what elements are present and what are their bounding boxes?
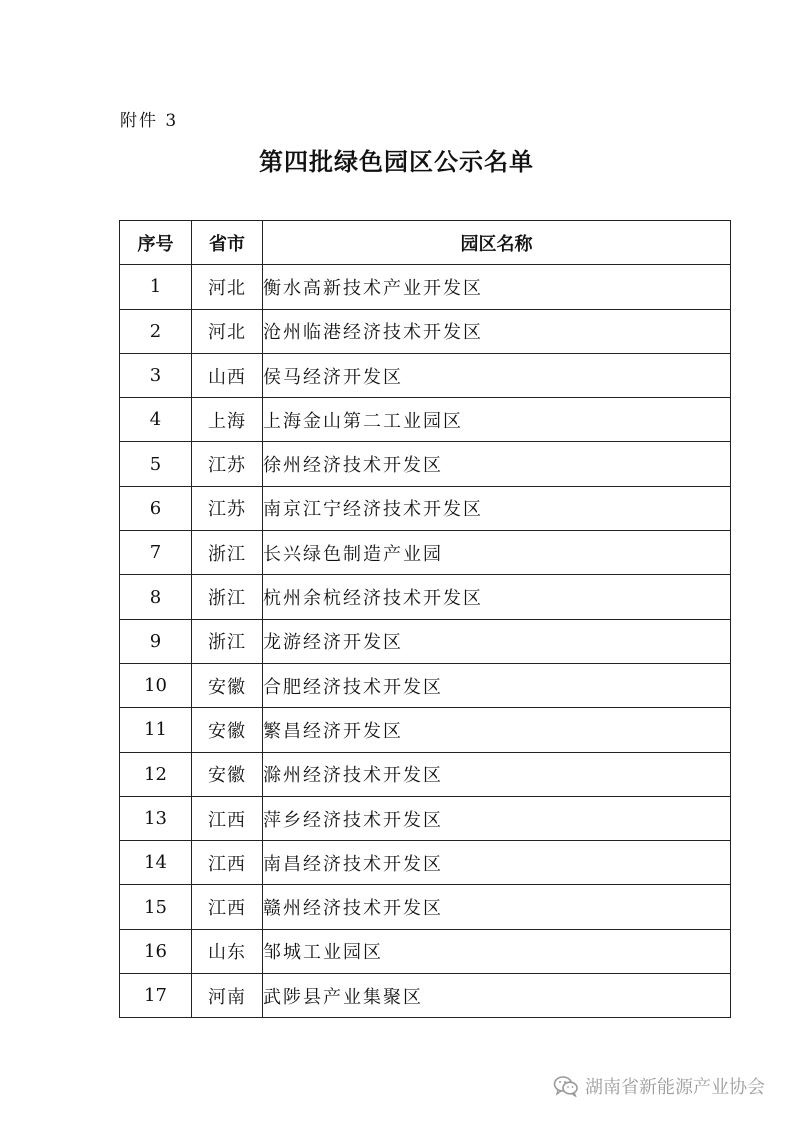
- cell-province: 河北: [192, 309, 263, 353]
- cell-park-name: 上海金山第二工业园区: [263, 398, 731, 442]
- cell-province: 安徽: [192, 708, 263, 752]
- table-row: [120, 486, 731, 530]
- cell-province: 山东: [192, 929, 263, 973]
- table-row: [120, 398, 731, 442]
- table-row: [120, 442, 731, 486]
- watermark-text: 湖南省新能源产业协会: [585, 1077, 765, 1098]
- table-row: [120, 929, 731, 973]
- cell-park-name: 衡水高新技术产业开发区: [263, 265, 731, 309]
- cell-serial: 7: [120, 531, 192, 575]
- cell-province: 江苏: [192, 486, 263, 530]
- cell-province: 江西: [192, 796, 263, 840]
- cell-serial: 1: [120, 265, 192, 309]
- cell-serial: 2: [120, 309, 192, 353]
- table-row: [120, 796, 731, 840]
- cell-province: 山西: [192, 353, 263, 397]
- attachment-label: 附件 3: [120, 111, 179, 131]
- cell-park-name: 沧州临港经济技术开发区: [263, 309, 731, 353]
- cell-park-name: 长兴绿色制造产业园: [263, 531, 731, 575]
- cell-province: 安徽: [192, 752, 263, 796]
- cell-serial: 15: [120, 885, 192, 929]
- cell-serial: 5: [120, 442, 192, 486]
- cell-serial: 11: [120, 708, 192, 752]
- cell-park-name: 繁昌经济开发区: [263, 708, 731, 752]
- table-row: [120, 265, 731, 309]
- cell-park-name: 杭州余杭经济技术开发区: [263, 575, 731, 619]
- cell-serial: 12: [120, 752, 192, 796]
- cell-province: 浙江: [192, 575, 263, 619]
- cell-serial: 16: [120, 929, 192, 973]
- header-province: 省市: [192, 221, 263, 265]
- cell-park-name: 萍乡经济技术开发区: [263, 796, 731, 840]
- cell-province: 江西: [192, 885, 263, 929]
- watermark: [553, 1072, 765, 1100]
- table-row: [120, 353, 731, 397]
- cell-park-name: 合肥经济技术开发区: [263, 663, 731, 707]
- cell-province: 上海: [192, 398, 263, 442]
- cell-park-name: 南昌经济技术开发区: [263, 841, 731, 885]
- table-header-row: [120, 221, 731, 265]
- table-row: [120, 841, 731, 885]
- cell-province: 江西: [192, 841, 263, 885]
- table-row: [120, 663, 731, 707]
- cell-serial: 8: [120, 575, 192, 619]
- header-serial: 序号: [120, 221, 192, 265]
- cell-serial: 9: [120, 619, 192, 663]
- cell-park-name: 武陟县产业集聚区: [263, 974, 731, 1018]
- table-row: [120, 974, 731, 1018]
- table-row: [120, 752, 731, 796]
- cell-province: 江苏: [192, 442, 263, 486]
- wechat-icon: [553, 1075, 579, 1097]
- table-row: [120, 619, 731, 663]
- cell-serial: 4: [120, 398, 192, 442]
- cell-park-name: 南京江宁经济技术开发区: [263, 486, 731, 530]
- cell-park-name: 邹城工业园区: [263, 929, 731, 973]
- cell-serial: 13: [120, 796, 192, 840]
- table-row: [120, 575, 731, 619]
- cell-province: 河南: [192, 974, 263, 1018]
- cell-province: 浙江: [192, 531, 263, 575]
- cell-park-name: 龙游经济开发区: [263, 619, 731, 663]
- cell-serial: 14: [120, 841, 192, 885]
- cell-park-name: 赣州经济技术开发区: [263, 885, 731, 929]
- cell-province: 浙江: [192, 619, 263, 663]
- header-park-name: 园区名称: [263, 221, 731, 265]
- cell-serial: 17: [120, 974, 192, 1018]
- table-row: [120, 708, 731, 752]
- park-list-table: [119, 220, 731, 1018]
- table-row: [120, 885, 731, 929]
- cell-serial: 6: [120, 486, 192, 530]
- cell-serial: 3: [120, 353, 192, 397]
- cell-park-name: 徐州经济技术开发区: [263, 442, 731, 486]
- table-row: [120, 531, 731, 575]
- cell-park-name: 滁州经济技术开发区: [263, 752, 731, 796]
- page-title: 第四批绿色园区公示名单: [259, 147, 534, 176]
- cell-province: 安徽: [192, 663, 263, 707]
- cell-province: 河北: [192, 265, 263, 309]
- cell-park-name: 侯马经济开发区: [263, 353, 731, 397]
- cell-serial: 10: [120, 663, 192, 707]
- table-row: [120, 309, 731, 353]
